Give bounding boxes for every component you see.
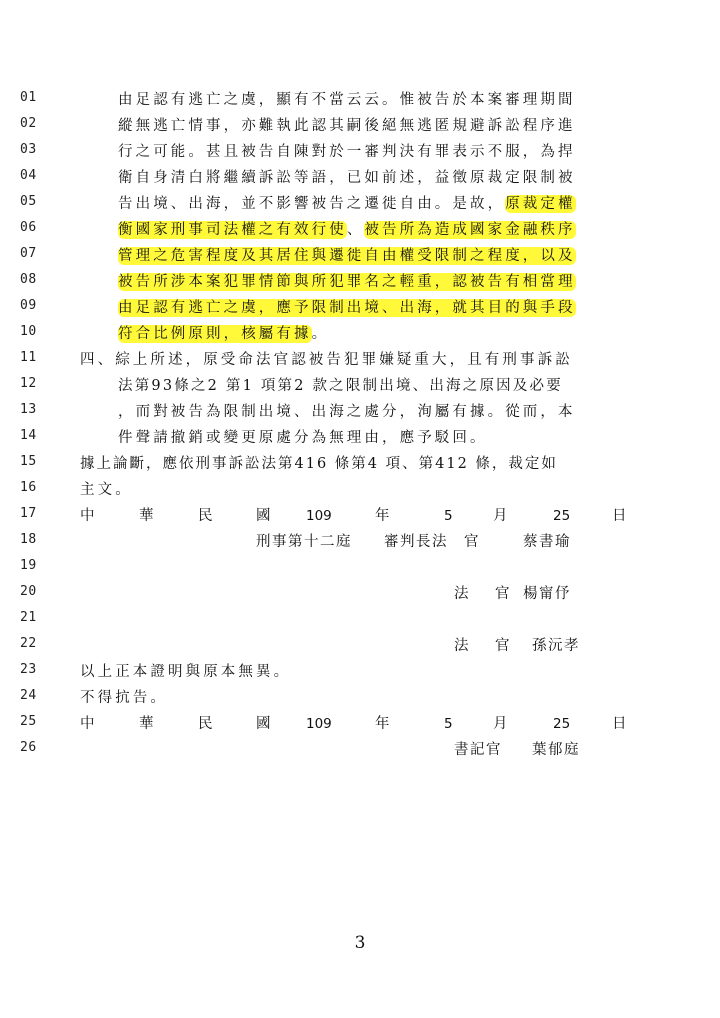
body-text: 以上正本證明與原本無異。	[80, 664, 292, 680]
line-number: 07	[20, 246, 37, 261]
highlighted-text: 由足認有逃亡之虞，應予限制出境、出海，就其目的與手段	[118, 300, 576, 316]
line-number: 23	[20, 662, 37, 677]
line-number: 24	[20, 688, 37, 703]
line-24	[0, 685, 720, 711]
clerk-name: 葉郁庭	[532, 742, 580, 758]
date-char: 華	[139, 508, 154, 524]
body-text	[118, 321, 329, 347]
date-day: 25	[553, 716, 571, 732]
body-text	[118, 243, 576, 269]
date-month: 5	[444, 716, 453, 732]
date-char: 中	[80, 716, 95, 732]
judge-title: 法 官	[454, 586, 516, 602]
date-char: 日	[612, 508, 627, 524]
line-number: 26	[20, 740, 37, 755]
line-number: 18	[20, 532, 37, 547]
line-number: 09	[20, 298, 37, 313]
line-number: 12	[20, 376, 37, 391]
highlighted-text: 符合比例原則，核屬有據	[118, 326, 312, 342]
judge-name: 楊甯伃	[523, 586, 571, 602]
body-text: 衛自身清白將繼續訴訟等語，已如前述，益徵原裁定限制被	[118, 170, 576, 186]
line-number: 11	[20, 350, 37, 365]
line-12	[0, 373, 720, 399]
date-char: 月	[493, 508, 508, 524]
line-03	[0, 139, 720, 165]
line-08	[0, 269, 720, 295]
page-number: 3	[354, 933, 366, 953]
date-year: 109	[306, 716, 332, 732]
body-text	[118, 269, 576, 295]
body-text: ，而對被告為限制出境、出海之處分，洵屬有據。從而，本	[118, 404, 576, 420]
line-01	[0, 87, 720, 113]
line-02	[0, 113, 720, 139]
court-division: 刑事第十二庭	[256, 534, 352, 550]
line-number: 05	[20, 194, 37, 209]
line-26	[0, 737, 720, 763]
line-19	[0, 555, 720, 581]
date-char: 華	[139, 716, 154, 732]
line-15	[0, 451, 720, 477]
body-text: 主文。	[80, 482, 133, 498]
date-month: 5	[444, 508, 453, 524]
line-16	[0, 477, 720, 503]
highlighted-text: 被告所為造成國家金融秩序	[364, 222, 576, 238]
line-number: 13	[20, 402, 37, 417]
body-text: 據上論斷，應依刑事訴訟法第416 條第4 項、第412 條，裁定如	[80, 456, 558, 472]
line-22	[0, 633, 720, 659]
line-number: 16	[20, 480, 37, 495]
line-number: 03	[20, 142, 37, 157]
line-09	[0, 295, 720, 321]
presiding-judge-title: 審判長法 官	[384, 534, 480, 550]
line-11	[0, 347, 720, 373]
line-number: 04	[20, 168, 37, 183]
body-text	[118, 295, 576, 321]
highlighted-text: 管理之危害程度及其居住與遷徙自由權受限制之程度，以及	[118, 248, 576, 264]
body-text: 件聲請撤銷或變更原處分為無理由，應予駁回。	[118, 430, 488, 446]
body-text: 不得抗告。	[80, 690, 168, 706]
date-char: 年	[375, 508, 390, 524]
line-25	[0, 711, 720, 737]
line-21	[0, 607, 720, 633]
date-char: 民	[198, 508, 213, 524]
line-number: 15	[20, 454, 37, 469]
body-text: 四、綜上所述，原受命法官認被告犯罪嫌疑重大，且有刑事訴訟	[80, 352, 573, 368]
line-14	[0, 425, 720, 451]
line-10	[0, 321, 720, 347]
date-day: 25	[553, 508, 571, 524]
line-17	[0, 503, 720, 529]
line-20	[0, 581, 720, 607]
date-char: 中	[80, 508, 95, 524]
highlighted-text: 衡國家刑事司法權之有效行使	[118, 222, 347, 238]
line-number: 06	[20, 220, 37, 235]
body-text: 法第93條之2 第1 項第2 款之限制出境、出海之原因及必要	[118, 378, 563, 394]
date-char: 月	[493, 716, 508, 732]
line-06	[0, 217, 720, 243]
highlighted-text: 原裁定權	[505, 196, 576, 212]
highlighted-text: 被告所涉本案犯罪情節與所犯罪名之輕重，認被告有相當理	[118, 274, 576, 290]
clerk-title: 書記官	[454, 742, 502, 758]
line-number: 25	[20, 714, 37, 729]
judge-name: 孫沅孝	[532, 638, 580, 654]
body-text: 縱無逃亡情事，亦難執此認其嗣後絕無逃匿規避訴訟程序進	[118, 118, 576, 134]
body-text: 行之可能。甚且被告自陳對於一審判決有罪表示不服，為捍	[118, 144, 576, 160]
body-text-plain: 。	[311, 326, 330, 342]
presiding-judge-name: 蔡書瑜	[523, 534, 571, 550]
date-char: 國	[256, 508, 271, 524]
date-char: 國	[256, 716, 271, 732]
judge-title: 法 官	[454, 638, 516, 654]
line-18	[0, 529, 720, 555]
line-number: 01	[20, 90, 37, 105]
date-char: 年	[375, 716, 390, 732]
line-number: 10	[20, 324, 37, 339]
line-number: 02	[20, 116, 37, 131]
line-23	[0, 659, 720, 685]
line-number: 19	[20, 558, 37, 573]
body-text: 由足認有逃亡之虞，顯有不當云云。惟被告於本案審理期間	[118, 92, 576, 108]
body-text	[118, 217, 576, 243]
line-number: 08	[20, 272, 37, 287]
body-text-plain: 、	[346, 222, 365, 238]
line-number: 21	[20, 610, 37, 625]
line-05	[0, 191, 720, 217]
line-number: 20	[20, 584, 37, 599]
body-text	[118, 191, 576, 217]
date-char: 日	[612, 716, 627, 732]
line-number: 17	[20, 506, 37, 521]
date-char: 民	[198, 716, 213, 732]
line-04	[0, 165, 720, 191]
line-07	[0, 243, 720, 269]
line-number: 22	[20, 636, 37, 651]
line-number: 14	[20, 428, 37, 443]
body-text-plain: 告出境、出海，並不影響被告之遷徙自由。是故，	[118, 196, 506, 212]
line-13	[0, 399, 720, 425]
date-year: 109	[306, 508, 332, 524]
